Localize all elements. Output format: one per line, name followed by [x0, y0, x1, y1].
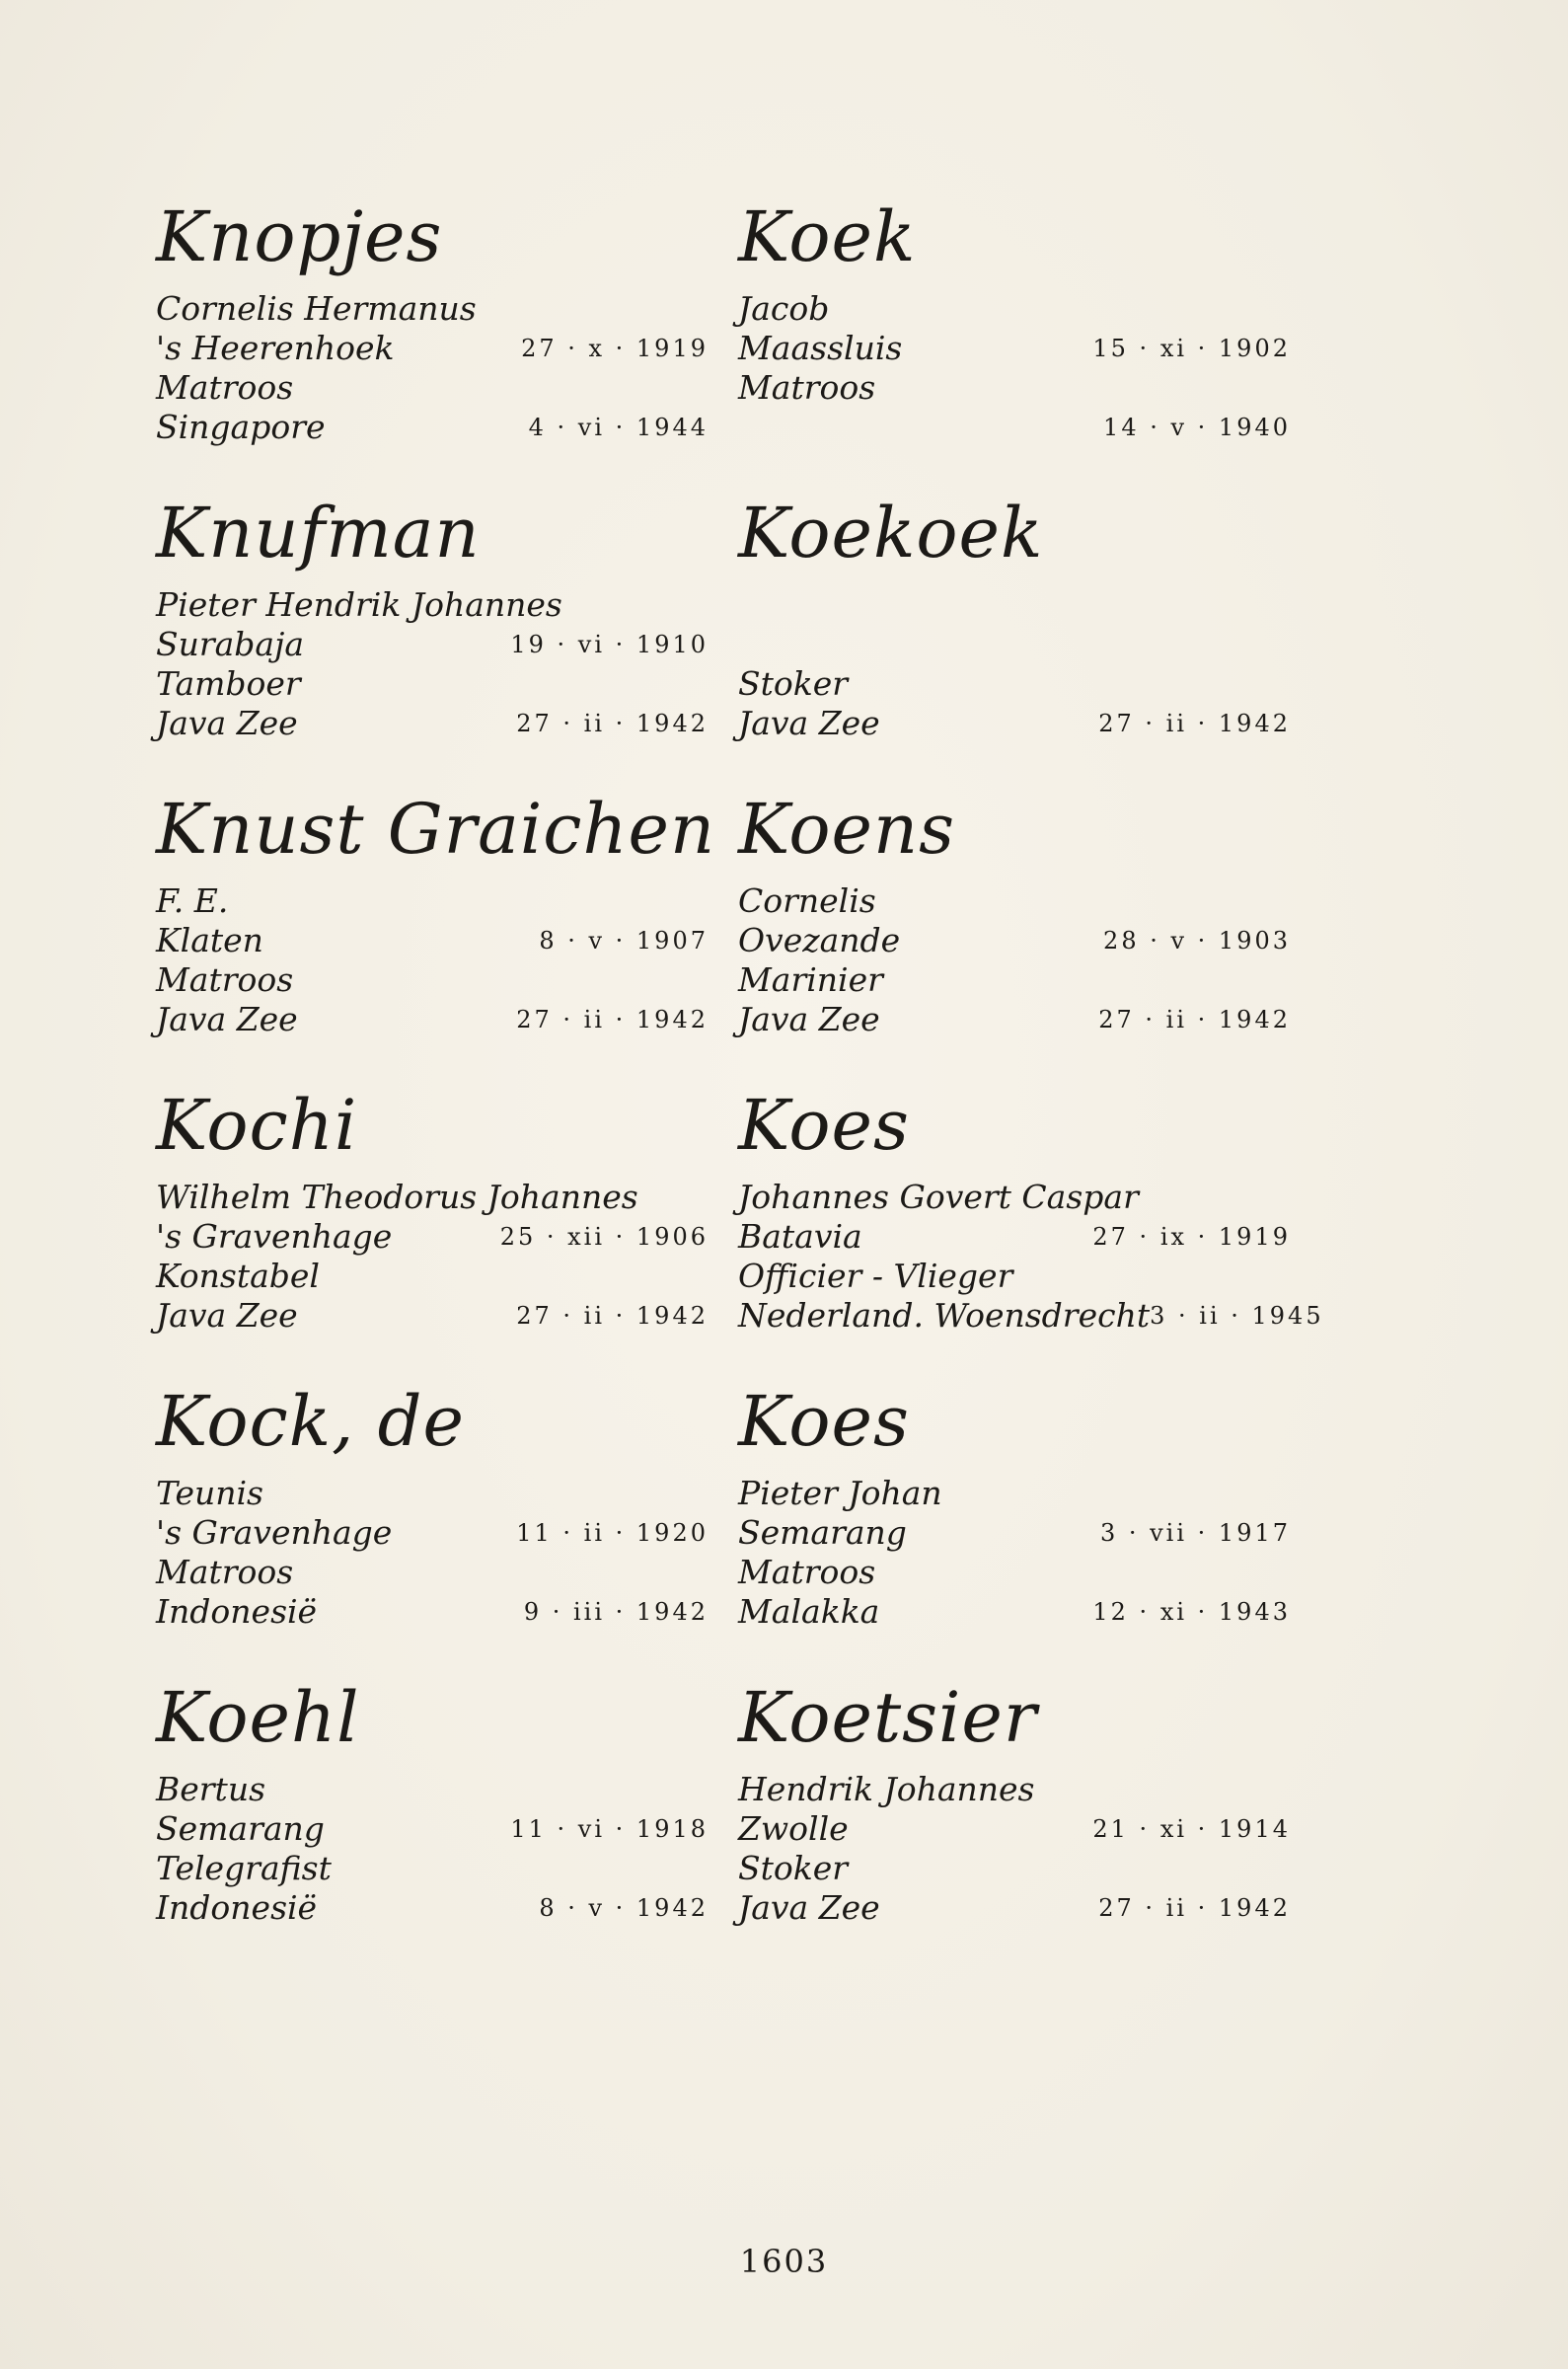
rank: Matroos — [156, 368, 294, 407]
deathplace: Java Zee — [156, 704, 298, 742]
given-names: Bertus — [156, 1770, 266, 1808]
death-line — [738, 704, 1291, 743]
deathplace: Singapore — [156, 408, 326, 446]
death-line — [738, 408, 1291, 447]
deathdate: 27 · ii · 1942 — [1098, 710, 1291, 737]
rank-line — [156, 960, 709, 1000]
rank-line — [738, 1849, 1291, 1888]
given-names: Pieter Hendrik Johannes — [156, 585, 562, 624]
rank-line — [738, 1257, 1291, 1296]
rank-line — [738, 1553, 1291, 1592]
rank: Stoker — [738, 664, 849, 703]
given-names: Johannes Govert Caspar — [738, 1178, 1139, 1216]
deathplace: Malakka — [738, 1592, 880, 1631]
birth-line — [156, 921, 709, 960]
deathplace: Java Zee — [738, 704, 880, 742]
birthdate: 8 · v · 1907 — [539, 927, 709, 955]
rank: Marinier — [738, 960, 883, 999]
birth-line — [738, 921, 1291, 960]
memorial-entry — [738, 785, 1291, 1081]
surname: Koes — [738, 1085, 910, 1166]
deathdate: 3 · ii · 1945 — [1150, 1302, 1324, 1330]
deathdate: 27 · ii · 1942 — [1098, 1006, 1291, 1033]
birthplace: Batavia — [738, 1217, 862, 1256]
birthdate: 19 · vi · 1910 — [510, 631, 709, 658]
given-names: Teunis — [156, 1474, 263, 1512]
rank-line — [738, 368, 1291, 408]
left-column — [156, 192, 716, 1979]
birthdate: 21 · xi · 1914 — [1092, 1815, 1291, 1843]
deathdate: 8 · v · 1942 — [539, 1894, 709, 1922]
surname: Koekoek — [738, 493, 1044, 573]
birth-line — [738, 1809, 1291, 1849]
birthplace: 's Heerenhoek — [156, 329, 395, 367]
birthplace: 's Gravenhage — [156, 1217, 393, 1256]
birth-line — [156, 1809, 709, 1849]
birthplace: 's Gravenhage — [156, 1513, 393, 1552]
rank-line — [738, 960, 1291, 1000]
given-names-line — [738, 1770, 1291, 1809]
birthdate: 3 · vii · 1917 — [1099, 1519, 1291, 1547]
memorial-entry — [738, 489, 1291, 785]
surname: Koetsier — [738, 1677, 1038, 1758]
deathdate: 12 · xi · 1943 — [1092, 1598, 1291, 1626]
memorial-entry — [156, 192, 709, 489]
memorial-entry — [738, 192, 1291, 489]
given-names: Cornelis — [738, 881, 876, 920]
birth-line — [738, 1513, 1291, 1553]
deathdate: 27 · ii · 1942 — [516, 710, 709, 737]
memorial-entry — [156, 1081, 709, 1377]
rank: Matroos — [738, 1553, 876, 1591]
birth-line — [738, 625, 1291, 664]
rank: Telegrafist — [156, 1849, 332, 1887]
death-line — [156, 1000, 709, 1039]
birthplace: Surabaja — [156, 625, 305, 663]
deathdate: 27 · ii · 1942 — [516, 1006, 709, 1033]
rank: Konstabel — [156, 1257, 320, 1295]
given-names-line — [738, 289, 1291, 329]
birthdate: 11 · vi · 1918 — [510, 1815, 709, 1843]
rank-line — [156, 1553, 709, 1592]
surname: Knufman — [156, 493, 481, 573]
given-names-line — [156, 881, 709, 921]
memorial-entry — [156, 1377, 709, 1673]
given-names-line — [156, 289, 709, 329]
memorial-entry — [156, 1673, 709, 1969]
given-names: Cornelis Hermanus — [156, 289, 477, 328]
birth-line — [156, 1217, 709, 1257]
given-names-line — [156, 1474, 709, 1513]
memorial-entry — [156, 489, 709, 785]
birthplace: Zwolle — [738, 1809, 849, 1848]
birthdate: 15 · xi · 1902 — [1092, 335, 1291, 362]
rank: Tamboer — [156, 664, 301, 703]
birth-line — [156, 625, 709, 664]
birthdate: 11 · ii · 1920 — [516, 1519, 709, 1547]
rank-line — [156, 1257, 709, 1296]
given-names: Wilhelm Theodorus Johannes — [156, 1178, 638, 1216]
rank: Matroos — [738, 368, 876, 407]
given-names: Jacob — [738, 289, 830, 328]
death-line — [156, 1296, 709, 1336]
given-names: Hendrik Johannes — [738, 1770, 1035, 1808]
birthplace: Semarang — [738, 1513, 907, 1552]
death-line — [738, 1592, 1291, 1632]
given-names: Pieter Johan — [738, 1474, 942, 1512]
entries-columns — [156, 192, 1324, 1979]
surname: Koehl — [156, 1677, 360, 1758]
given-names: F. E. — [156, 881, 229, 920]
deathplace: Java Zee — [738, 1000, 880, 1038]
death-line — [156, 1888, 709, 1928]
rank-line — [738, 664, 1291, 704]
deathdate: 9 · iii · 1942 — [523, 1598, 709, 1626]
birth-line — [156, 329, 709, 368]
surname: Knopjes — [156, 196, 443, 277]
birthplace: Klaten — [156, 921, 263, 959]
given-names-line — [156, 1178, 709, 1217]
rank-line — [156, 1849, 709, 1888]
rank-line — [156, 368, 709, 408]
death-line — [738, 1888, 1291, 1928]
birth-line — [738, 329, 1291, 368]
rank-line — [156, 664, 709, 704]
deathplace: Indonesië — [156, 1592, 318, 1631]
birthplace: Semarang — [156, 1809, 325, 1848]
birthplace: Ovezande — [738, 921, 901, 959]
surname: Kochi — [156, 1085, 358, 1166]
given-names-line — [738, 585, 1291, 625]
memorial-entry — [156, 785, 716, 1081]
given-names-line — [738, 881, 1291, 921]
deathdate: 4 · vi · 1944 — [528, 414, 709, 441]
deathplace: Nederland. Woensdrecht — [738, 1296, 1151, 1335]
surname: Kock, de — [156, 1381, 465, 1462]
death-line — [156, 408, 709, 447]
deathplace: Java Zee — [156, 1000, 298, 1038]
rank: Stoker — [738, 1849, 849, 1887]
birth-line — [156, 1513, 709, 1553]
memorial-entry — [738, 1377, 1291, 1673]
deathplace: Indonesië — [156, 1888, 318, 1927]
death-line — [156, 704, 709, 743]
given-names-line — [156, 585, 709, 625]
deathdate: 27 · ii · 1942 — [516, 1302, 709, 1330]
death-line — [738, 1000, 1291, 1039]
birthdate: 27 · ix · 1919 — [1092, 1223, 1291, 1251]
memorial-entry — [738, 1081, 1324, 1377]
page-number: 1603 — [739, 2243, 829, 2280]
rank: Matroos — [156, 960, 294, 999]
birth-line — [738, 1217, 1291, 1257]
surname: Knust Graichen — [156, 789, 716, 870]
death-line — [738, 1296, 1324, 1336]
rank: Officier - Vlieger — [738, 1257, 1013, 1295]
deathdate: 27 · ii · 1942 — [1098, 1894, 1291, 1922]
rank: Matroos — [156, 1553, 294, 1591]
right-column — [738, 192, 1324, 1979]
given-names-line — [156, 1770, 709, 1809]
death-line — [156, 1592, 709, 1632]
memorial-entry — [738, 1673, 1291, 1969]
deathplace: Java Zee — [738, 1888, 880, 1927]
given-names-line — [738, 1474, 1291, 1513]
surname: Koek — [738, 196, 917, 277]
birthdate: 27 · x · 1919 — [521, 335, 709, 362]
surname: Koes — [738, 1381, 910, 1462]
deathplace: Java Zee — [156, 1296, 298, 1335]
surname: Koens — [738, 789, 955, 870]
birthplace: Maassluis — [738, 329, 903, 367]
birthdate: 25 · xii · 1906 — [499, 1223, 709, 1251]
birthdate: 28 · v · 1903 — [1103, 927, 1291, 955]
deathdate: 14 · v · 1940 — [1103, 414, 1291, 441]
given-names-line — [738, 1178, 1291, 1217]
